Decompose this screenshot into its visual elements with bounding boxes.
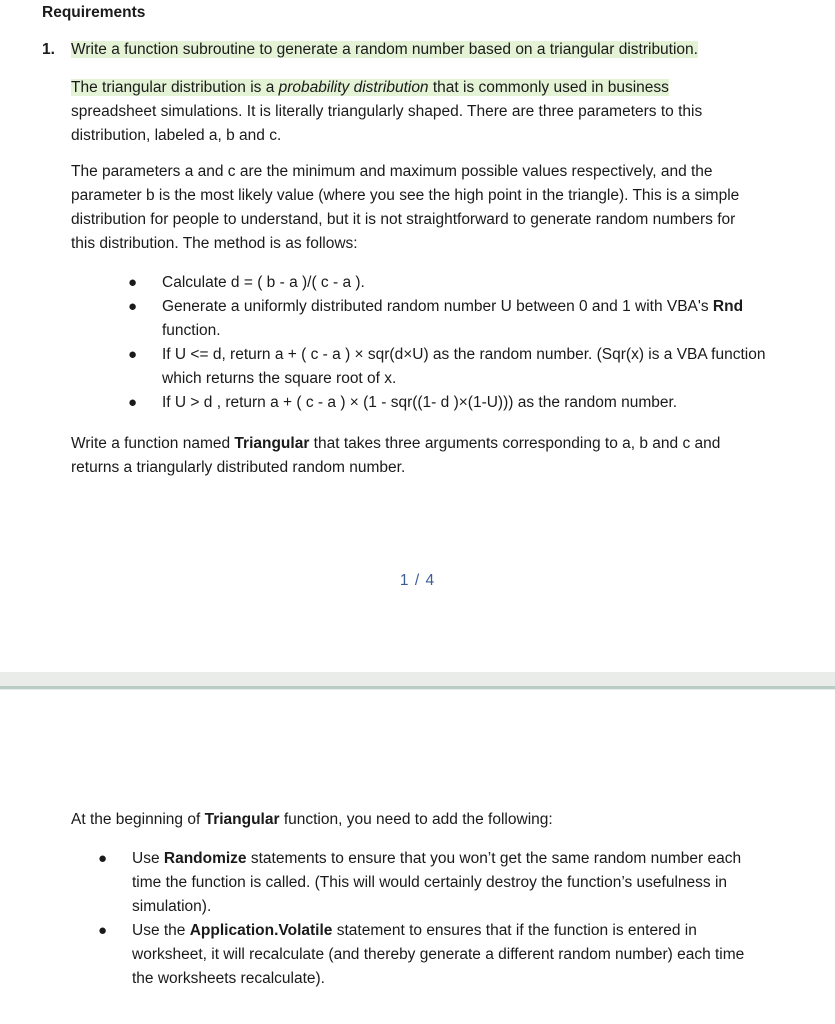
page-number: 1 / 4 [399, 572, 436, 589]
list-item-text: If U > d , return a + ( c - a ) × (1 - sqr((1- d )×(1-U))) as the random number. [162, 394, 678, 411]
list-item-text [132, 919, 818, 991]
list-item [128, 343, 818, 391]
text-run: the worksheets recalculate). [132, 970, 325, 987]
bold-text: Rnd [712, 298, 744, 315]
bullet-icon: ● [128, 346, 138, 363]
text-run: Use the [132, 922, 190, 939]
bold-text: Triangular [204, 811, 280, 828]
paragraph-function-spec [71, 432, 816, 480]
paragraph-line: distribution for people to understand, but it is not straightforward to generate random numbers for [71, 211, 736, 228]
paragraph-beginning [71, 808, 553, 832]
paragraph-line [71, 76, 816, 100]
text-run: Write a function named [71, 435, 235, 452]
text-run: that takes three arguments corresponding to a, b and c and [309, 435, 721, 452]
list-item [128, 271, 818, 295]
text-run: that is commonly used in business [428, 79, 669, 96]
list-item [128, 391, 818, 415]
paragraph-parameters [71, 160, 816, 256]
requirements-list [98, 847, 818, 991]
italic-text: probability distribution [278, 79, 429, 96]
text-run: worksheet, it will recalculate (and thereby generate a different random number) each time [132, 946, 745, 963]
paragraph-line: returns a triangularly distributed random number. [71, 459, 406, 476]
bullet-icon: ● [98, 922, 108, 939]
text-run: time the function is called. (This will would certainly destroy the function’s usefulness in [132, 874, 728, 891]
paragraph-line: spreadsheet simulations. It is literally triangularly shaped. There are three parameters to this [71, 103, 703, 120]
method-steps-list [128, 271, 818, 415]
list-item-text: Calculate d = ( b - a )/( c - a ). [162, 274, 365, 291]
text-run: The triangular distribution is a [71, 79, 279, 96]
paragraph-line: distribution, labeled a, b and c. [71, 127, 282, 144]
text-run: function. [162, 322, 221, 339]
paragraph-line: The parameters a and c are the minimum and maximum possible values respectively, and the [71, 163, 713, 180]
page-separator-line [0, 686, 835, 689]
item-number: 1. [42, 41, 55, 58]
section-heading: Requirements [42, 4, 146, 21]
text-run: function, you need to add the following: [279, 811, 553, 828]
paragraph-triangular-intro [71, 76, 816, 148]
text-run: At the beginning of [71, 811, 205, 828]
paragraph-line: this distribution. The method is as follows: [71, 235, 358, 252]
bullet-icon: ● [128, 394, 138, 411]
list-item-text [162, 295, 818, 343]
bold-text: Application.Volatile [189, 922, 333, 939]
text-run: Use [132, 850, 164, 867]
list-item [98, 919, 818, 991]
bold-text: Randomize [163, 850, 247, 867]
page-2 [0, 690, 835, 1024]
bullet-icon: ● [128, 274, 138, 291]
text-run: statement to ensures that if the function is entered in [332, 922, 697, 939]
list-item-text [132, 847, 818, 919]
paragraph-line: parameter b is the most likely value (where you see the high point in the triangle). This is a simple [71, 187, 740, 204]
list-item-text [162, 343, 818, 391]
text-run: which returns the square root of x. [162, 370, 397, 387]
text-run: statements to ensure that you won’t get the same random number each [246, 850, 742, 867]
item-title-text: Write a function subroutine to generate a random number based on a triangular distribution. [71, 41, 698, 58]
list-item [128, 295, 818, 343]
paragraph-line [71, 432, 816, 456]
item-title [71, 39, 698, 61]
list-item [98, 847, 818, 919]
highlighted-text [71, 79, 669, 96]
text-run: simulation). [132, 898, 212, 915]
bullet-icon: ● [98, 850, 108, 867]
bullet-icon: ● [128, 298, 138, 315]
text-run: If U <= d, return a + ( c - a ) × sqr(d×U) as the random number. (Sqr(x) is a VBA function [162, 346, 766, 363]
bold-text: Triangular [234, 435, 310, 452]
text-run: Generate a uniformly distributed random number U between 0 and 1 with VBA's [162, 298, 713, 315]
